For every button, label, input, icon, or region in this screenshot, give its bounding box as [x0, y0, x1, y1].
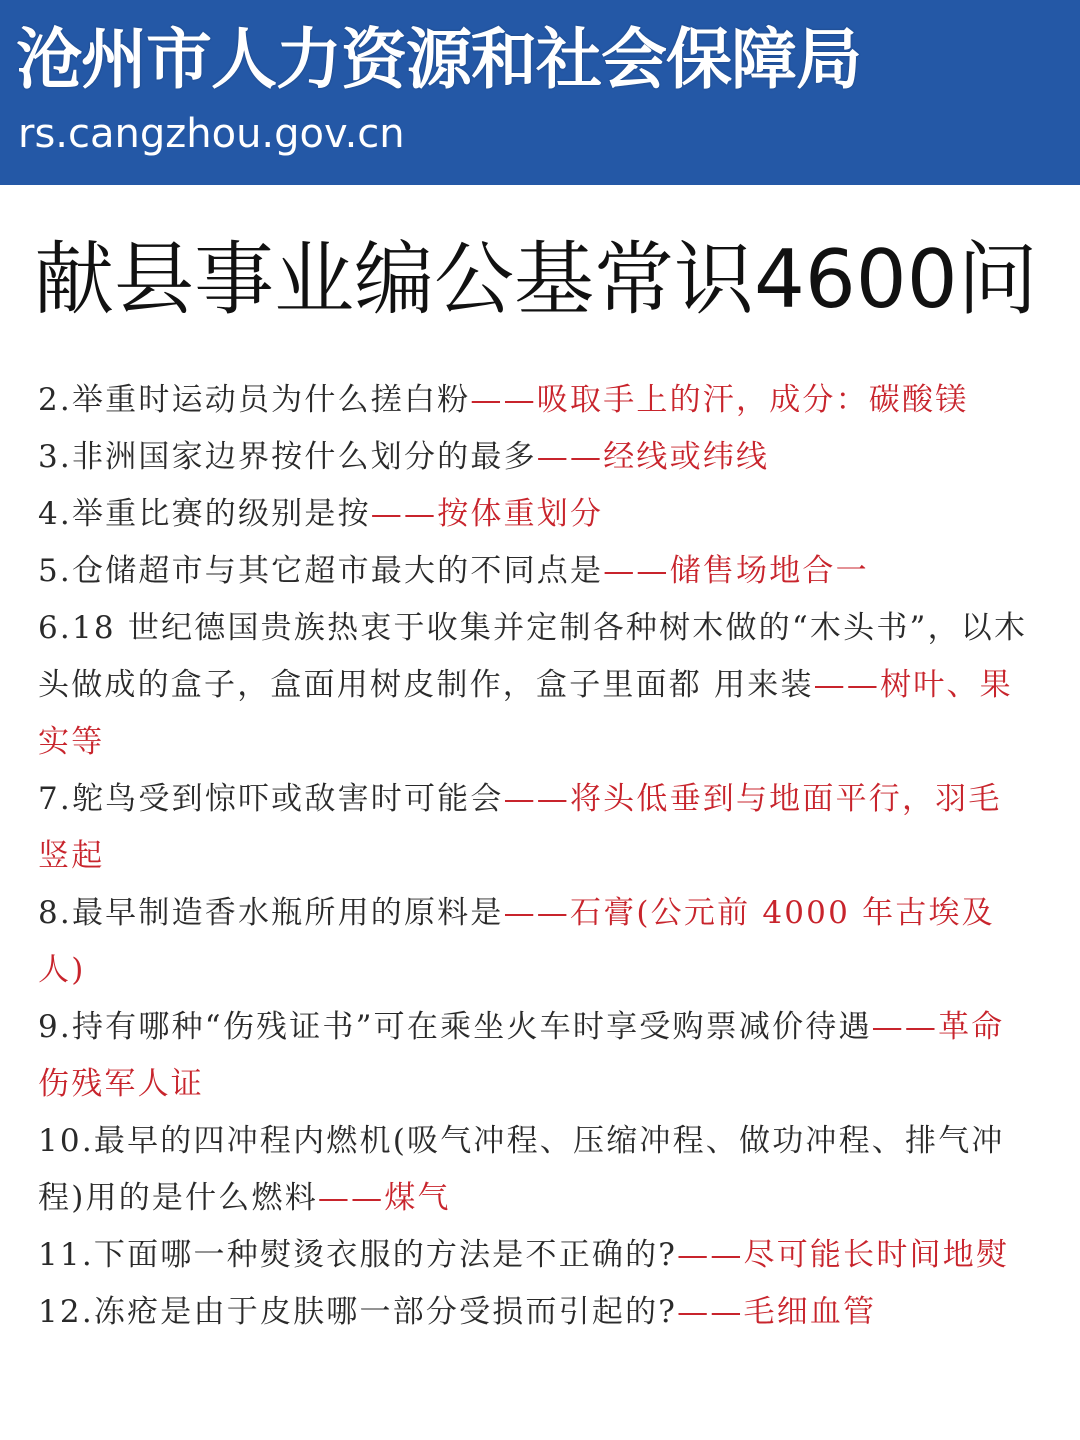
answer-separator: ——: [813, 667, 881, 703]
qa-item: [38, 1113, 1028, 1227]
qa-item: [38, 543, 1028, 600]
answer-text: 树叶、果实等: [38, 667, 1013, 760]
answer-text: 革命伤残军人证: [38, 1009, 1005, 1102]
qa-item: [38, 600, 1028, 771]
question-text: 9.持有哪种“伤残证书”可在乘坐火车时享受购票减价待遇: [38, 1009, 872, 1045]
question-text: 8.最早制造香水瓶所用的原料是: [38, 895, 504, 931]
qa-item: [38, 372, 1028, 429]
answer-text: 吸取手上的汗，成分：碳酸镁: [536, 382, 969, 418]
qa-list: [38, 372, 1028, 1341]
page-title: 献县事业编公基常识4600问: [34, 233, 1038, 326]
qa-item: [38, 486, 1028, 543]
question-text: 12.冻疮是由于皮肤哪一部分受损而引起的?: [38, 1294, 678, 1330]
org-name: 沧州市人力资源和社会保障局: [16, 21, 861, 98]
qa-item: [38, 429, 1028, 486]
question-text: 7.鸵鸟受到惊吓或敌害时可能会: [38, 781, 504, 817]
question-text: 11.下面哪一种熨烫衣服的方法是不正确的?: [38, 1237, 678, 1273]
question-text: 6.18 世纪德国贵族热衷于收集并定制各种树木做的“木头书”，以木头做成的盒子，盒面用树皮制作，盒子里面都 用来装: [38, 610, 1028, 703]
answer-separator: ——: [677, 1294, 744, 1330]
answer-text: 储售场地合一: [669, 553, 869, 589]
question-text: 2.举重时运动员为什么搓白粉: [38, 382, 471, 418]
answer-separator: ——: [470, 382, 537, 418]
qa-item: [38, 999, 1028, 1113]
answer-text: 将头低垂到与地面平行，羽毛竖起: [38, 781, 1002, 874]
question-text: 5.仓储超市与其它超市最大的不同点是: [38, 553, 604, 589]
answer-separator: ——: [871, 1009, 939, 1045]
qa-item: [38, 885, 1028, 999]
org-url[interactable]: rs.cangzhou.gov.cn: [18, 111, 405, 157]
answer-text: 经线或纬线: [603, 439, 770, 475]
answer-text: 毛细血管: [743, 1294, 877, 1330]
answer-text: 石膏(公元前 4000 年古埃及人): [38, 895, 995, 988]
qa-item: [38, 1284, 1028, 1341]
question-text: 10.最早的四冲程内燃机(吸气冲程、压缩冲程、做功冲程、排气冲程)用的是什么燃料: [38, 1123, 1005, 1216]
answer-text: 尽可能长时间地熨: [743, 1237, 1010, 1273]
question-text: 4.举重比赛的级别是按: [38, 496, 371, 532]
qa-item: [38, 1227, 1028, 1284]
answer-separator: ——: [317, 1180, 385, 1216]
answer-separator: ——: [503, 781, 570, 817]
answer-text: 煤气: [384, 1180, 451, 1216]
question-text: 3.非洲国家边界按什么划分的最多: [38, 439, 537, 475]
site-header: [0, 0, 1080, 185]
qa-item: [38, 771, 1028, 885]
answer-separator: ——: [536, 439, 604, 475]
answer-separator: ——: [677, 1237, 744, 1273]
answer-separator: ——: [370, 496, 438, 532]
answer-separator: ——: [603, 553, 670, 589]
answer-text: 按体重划分: [437, 496, 604, 532]
answer-separator: ——: [503, 895, 570, 931]
